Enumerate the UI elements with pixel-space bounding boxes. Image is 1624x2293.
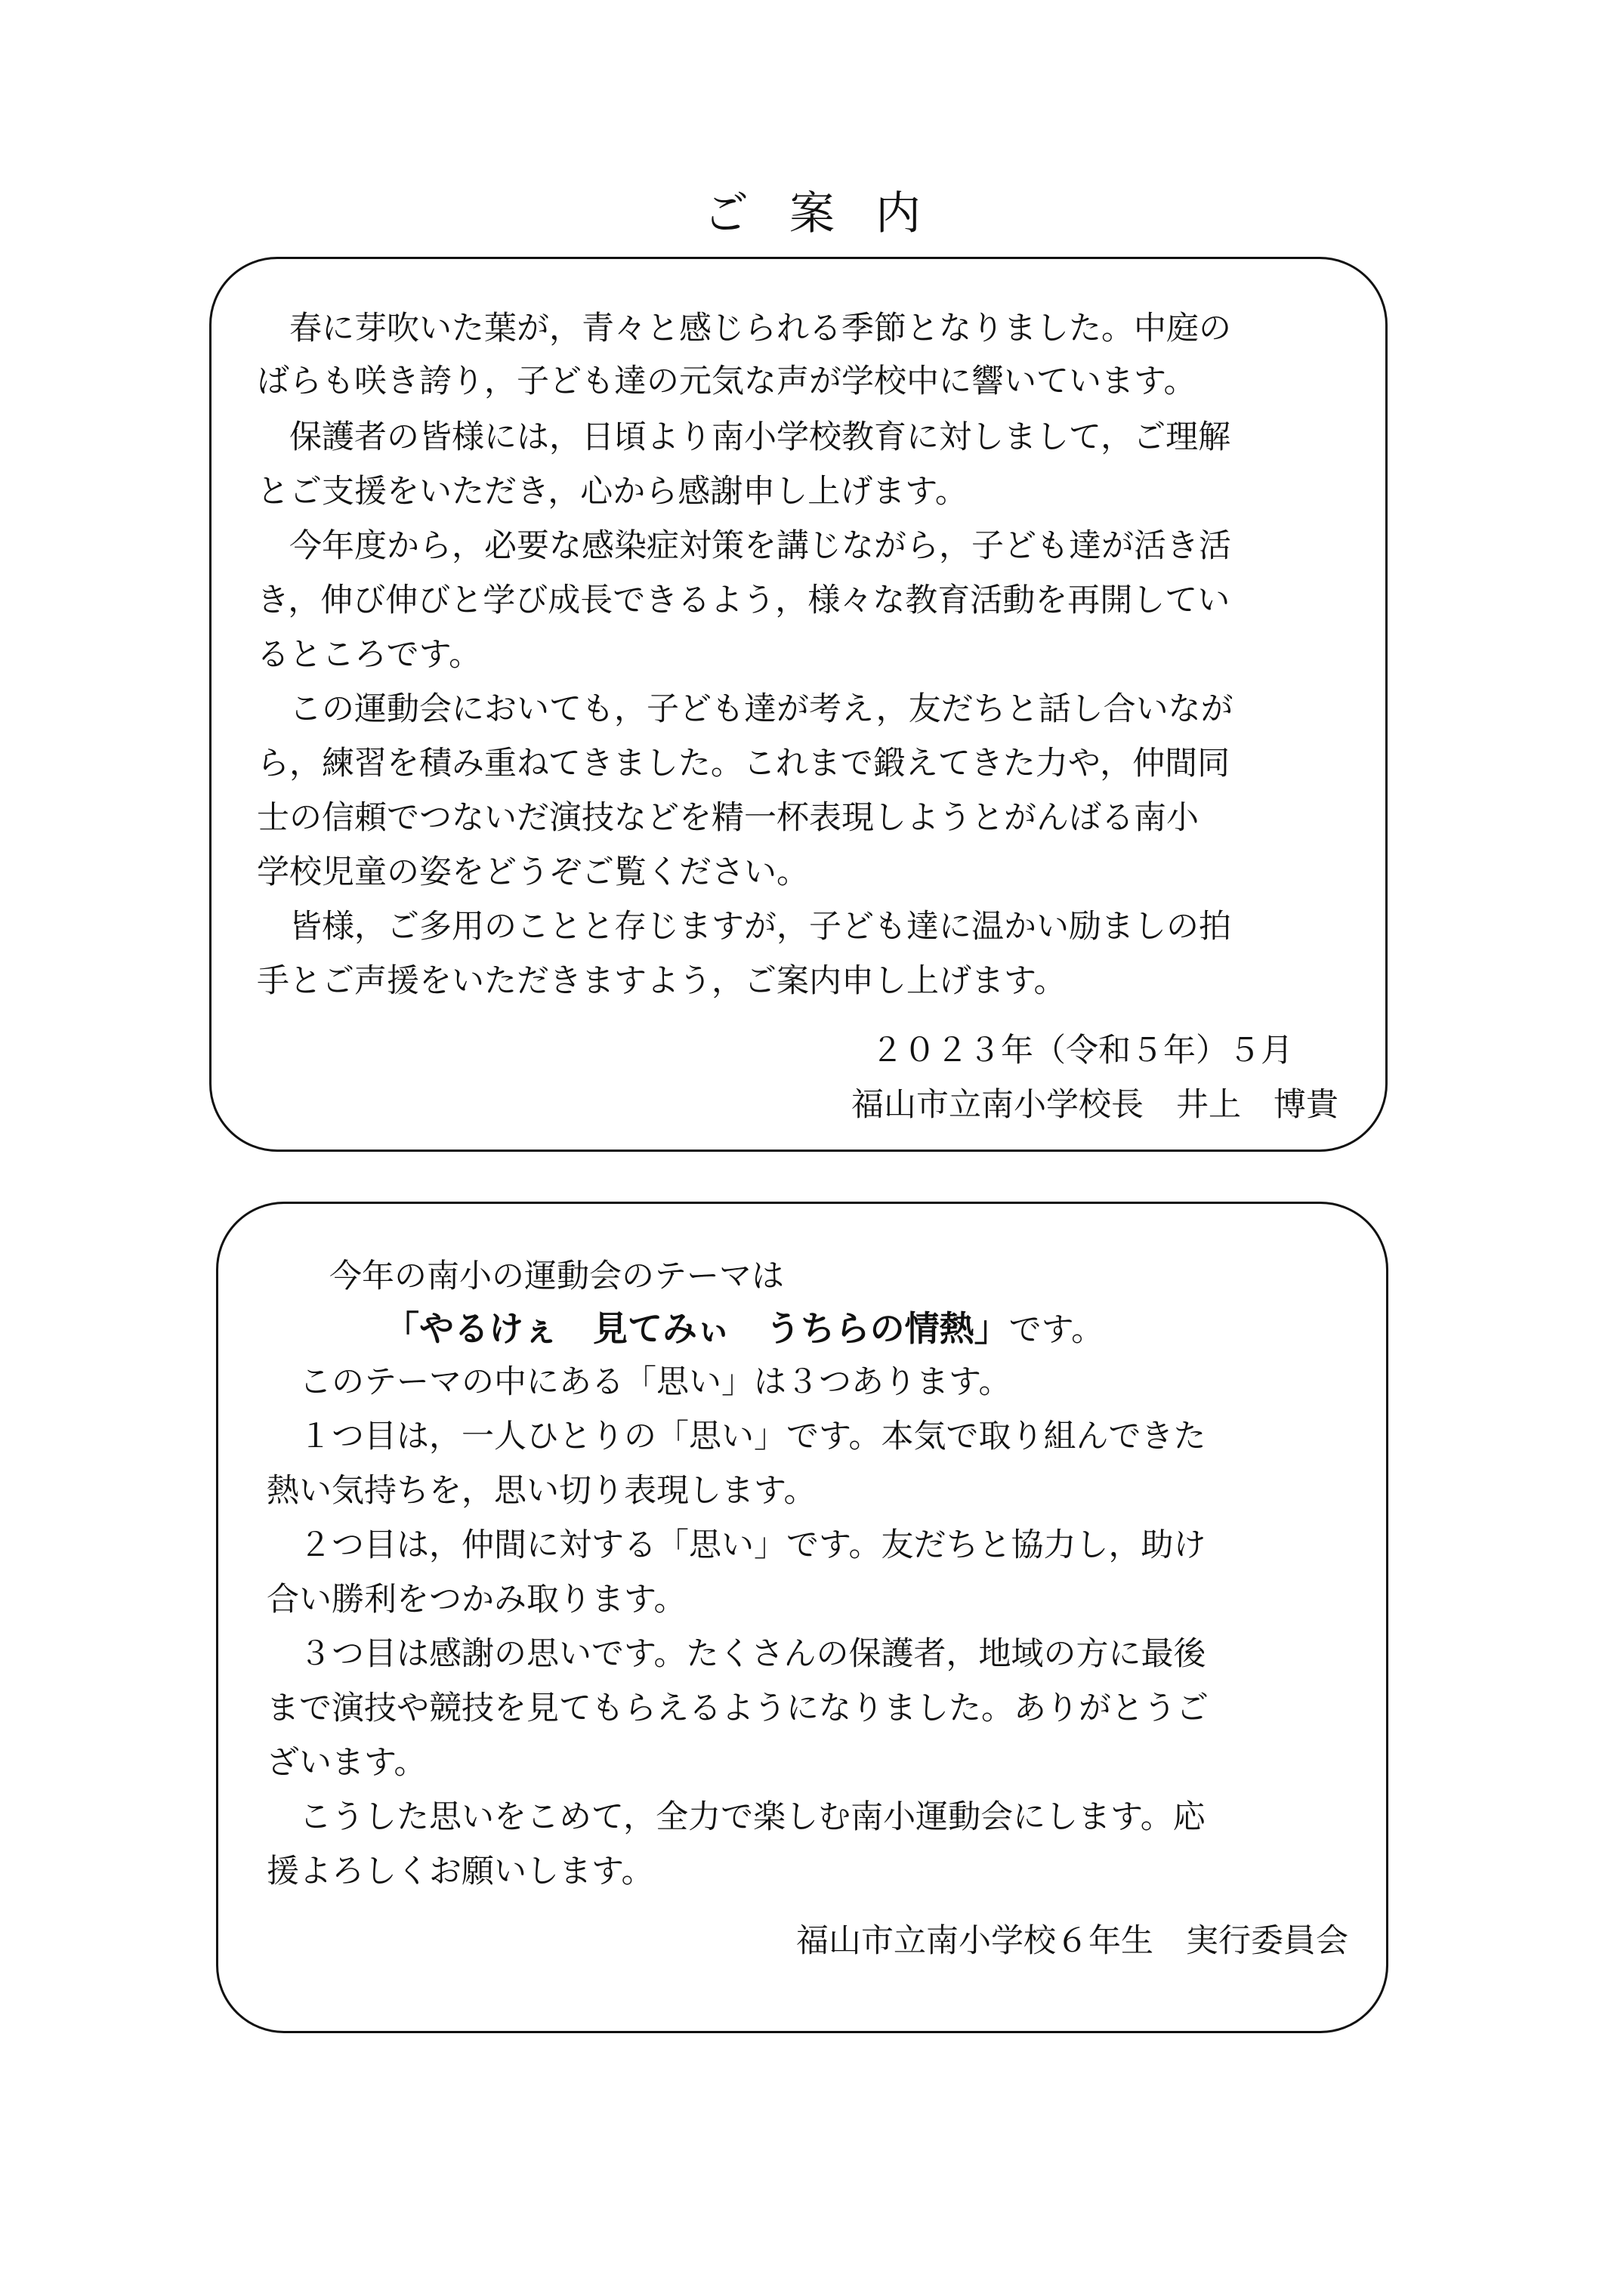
theme-text: 「やるけぇ 見てみぃ うちらの情熱」	[384, 1308, 1009, 1349]
theme-body-line: 熱い気持ちを，思い切り表現します。	[267, 1472, 817, 1510]
notice-date: ２０２３年（令和５年）５月	[871, 1032, 1293, 1069]
notice-line: 春に芽吹いた葉が，青々と感じられる季節となりました。中庭の	[257, 310, 1231, 347]
theme-body-line: ３つ目は感謝の思いです。たくさんの保護者，地域の方に最後	[267, 1635, 1206, 1673]
notice-line: 手とご声援をいただきますよう，ご案内申し上げます。	[257, 962, 1067, 1000]
notice-signature: 福山市立南小学校長 井上 博貴	[851, 1086, 1338, 1124]
theme-body-line: ざいます。	[267, 1744, 427, 1782]
theme-body-line: 合い勝利をつかみ取ります。	[267, 1581, 687, 1619]
theme-signature: 福山市立南小学校６年生 実行委員会	[796, 1922, 1348, 1960]
notice-line: ら，練習を積み重ねてきました。これまで鍛えてきた力や，仲間同	[257, 745, 1230, 782]
notice-box	[209, 257, 1388, 1152]
theme-suffix: です。	[1008, 1311, 1104, 1349]
theme-body-line: こうした思いをこめて，全力で楽しむ南小運動会にします。応	[267, 1798, 1206, 1836]
notice-line: き，伸び伸びと学び成長できるよう，様々な教育活動を再開してい	[257, 582, 1230, 619]
theme-body-line: １つ目は，一人ひとりの「思い」です。本気で取り組んできた	[267, 1418, 1206, 1455]
notice-line: 学校児童の姿をどうぞご覧ください。	[257, 853, 809, 891]
page-title: ご案内	[703, 187, 962, 240]
theme-line	[384, 1306, 1104, 1353]
notice-line: るところです。	[257, 636, 482, 674]
theme-box	[216, 1202, 1388, 2033]
notice-line: 保護者の皆様には，日頃より南小学校教育に対しまして，ご理解	[257, 418, 1231, 456]
notice-line: 皆様，ご多用のことと存じますが，子ども達に温かい励ましの拍	[257, 908, 1231, 946]
theme-body-line: まで演技や競技を見てもらえるようになりました。ありがとうご	[267, 1690, 1209, 1727]
theme-body-line: このテーマの中にある「思い」は３つあります。	[267, 1363, 1011, 1401]
theme-body-line: ２つ目は，仲間に対する「思い」です。友だちと協力し，助け	[267, 1526, 1206, 1564]
theme-body-line: 援よろしくお願いします。	[267, 1853, 654, 1890]
notice-line: この運動会においても，子ども達が考え，友だちと話し合いなが	[257, 690, 1233, 728]
notice-line: とご支援をいただき，心から感謝申し上げます。	[257, 473, 968, 511]
notice-line: 今年度から，必要な感染症対策を講じながら，子ども達が活き活	[257, 527, 1231, 565]
notice-line: 士の信頼でつないだ演技などを精一杯表現しようとがんばる南小	[257, 799, 1199, 837]
notice-line: ばらも咲き誇り，子ども達の元気な声が学校中に響いています。	[257, 363, 1196, 400]
theme-intro: 今年の南小の運動会のテーマは	[297, 1258, 784, 1295]
